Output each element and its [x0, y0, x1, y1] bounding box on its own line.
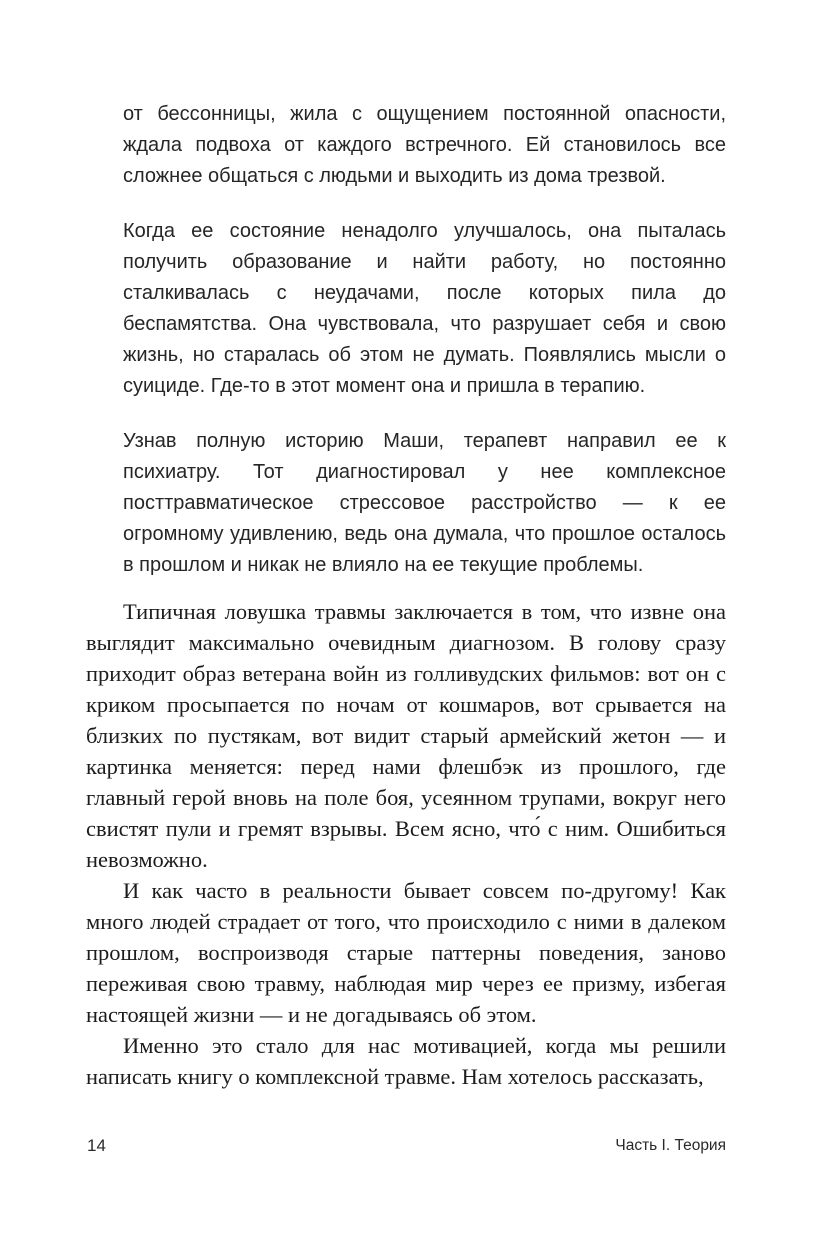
body-paragraph-1: Типичная ловушка травмы заключается в том, что извне она выглядит максимально очевидным диагнозом. В голову сразу приходит образ ветерана войн из голливудских фильмов: вот он с криком просыпается по ночам от кошмаров, вот срывается на близких по пустякам, вот видит старый армейский жетон — и картинка меняется: перед нами флешбэк из прошлого, где главный герой вновь на поле боя, усеянном трупами, вокруг него свистят пули и гремят взрывы. Всем ясно, что́ с ним. Ошибиться невозможно.	[86, 599, 726, 872]
case-paragraph-3: Узнав полную историю Маши, терапевт направил ее к психиатру. Тот диагностировал у нее комплексное посттравматическое стрессовое расстройство — к ее огромному удивлению, ведь она думала, что прошлое осталось в прошлом и никак не влияло на ее текущие проблемы.	[123, 430, 726, 576]
case-paragraph-1: от бессонницы, жила с ощущением постоянной опасности, ждала подвоха от каждого встречного. Ей становилось все сложнее общаться с людьми и выходить из дома трезвой.	[123, 103, 726, 187]
page-number: 14	[87, 1136, 106, 1155]
section-title: Часть I. Теория	[615, 1137, 726, 1154]
case-study-block	[123, 99, 726, 605]
body-paragraph-2: И как часто в реальности бывает совсем по-другому! Как много людей страдает от того, что происходило с ними в далеком прошлом, воспроизводя старые паттерны поведения, заново переживая свою травму, наблюдая мир через ее призму, избегая настоящей жизни — и не догадываясь об этом.	[86, 878, 726, 1027]
case-paragraph-2: Когда ее состояние ненадолго улучшалось, она пыталась получить образование и найти работу, но постоянно сталкивалась с неудачами, после которых пила до беспамятства. Она чувствовала, что разрушает себя и свою жизнь, но старалась об этом не думать. Появлялись мысли о суициде. Где-то в этот момент она и пришла в терапию.	[123, 220, 726, 397]
main-text-block	[86, 596, 726, 1092]
body-paragraph-3: Именно это стало для нас мотивацией, когда мы решили написать книгу о комплексной травме. Нам хотелось рассказать,	[86, 1033, 726, 1089]
